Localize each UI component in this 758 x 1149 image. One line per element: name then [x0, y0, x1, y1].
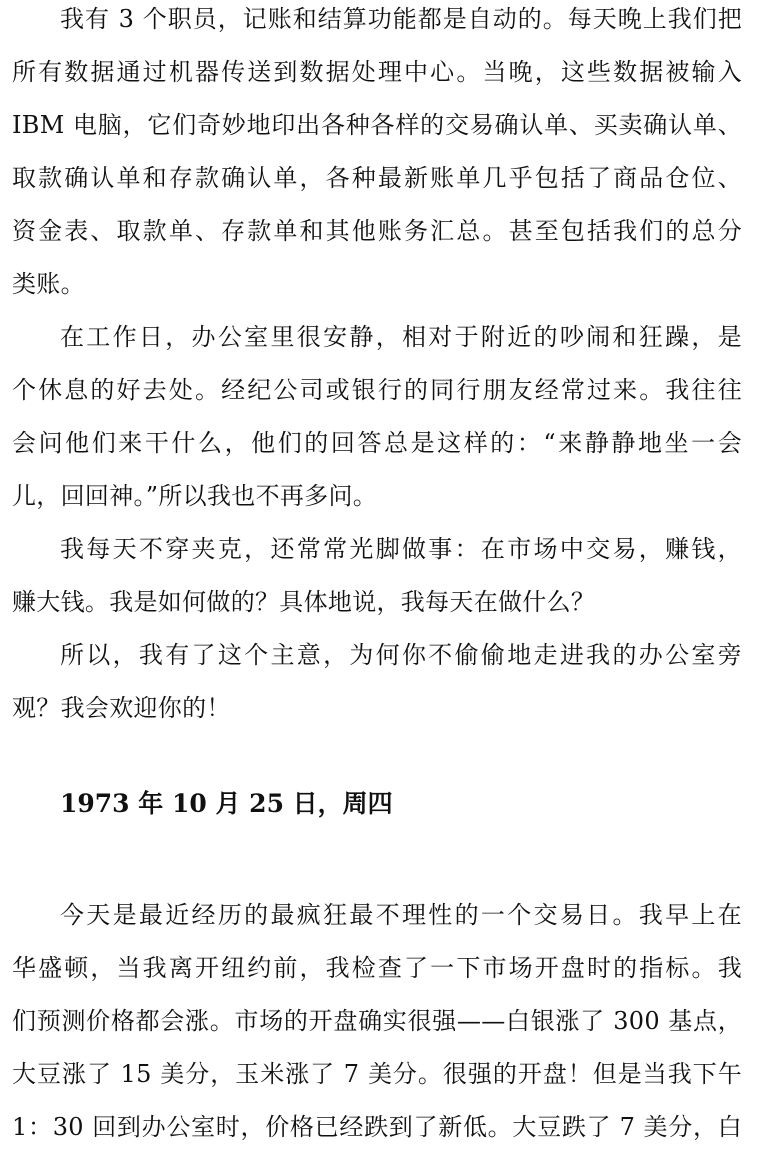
text-line: 在工作日，办公室里很安静，相对于附近的吵闹和狂躁，是 [60, 323, 742, 351]
text-line: 会问他们来干什么，他们的回答总是这样的：“来静静地坐一会 [12, 429, 742, 457]
text-line: 观？我会欢迎你的！ [12, 694, 231, 722]
text-line: 类账。 [12, 270, 85, 298]
text-line: 所以，我有了这个主意，为何你不偷偷地走进我的办公室旁 [60, 641, 742, 669]
text-line: IBM 电脑，它们奇妙地印出各种各样的交易确认单、买卖确认单、 [12, 111, 742, 139]
text-line: 儿，回回神。”所以我也不再多问。 [12, 482, 378, 510]
text-line: 取款确认单和存款确认单，各种最新账单几乎包括了商品仓位、 [12, 164, 742, 192]
text-line: 1：30 回到办公室时，价格已经跌到了新低。大豆跌了 7 美分，白 [12, 1113, 742, 1141]
text-line: 今天是最近经历的最疯狂最不理性的一个交易日。我早上在 [60, 901, 742, 929]
text-line: 我每天不穿夹克，还常常光脚做事：在市场中交易，赚钱， [60, 535, 742, 563]
text-line: 们预测价格都会涨。市场的开盘确实很强——白银涨了 300 基点， [12, 1007, 742, 1035]
text-line: 所有数据通过机器传送到数据处理中心。当晚，这些数据被输入 [12, 58, 742, 86]
text-line: 资金表、取款单、存款单和其他账务汇总。甚至包括我们的总分 [12, 217, 742, 245]
text-line: 我有 3 个职员，记账和结算功能都是自动的。每天晚上我们把 [60, 5, 742, 33]
text-line: 赚大钱。我是如何做的？具体地说，我每天在做什么？ [12, 588, 596, 616]
section-heading: 1973 年 10 月 25 日，周四 [60, 789, 393, 818]
text-line: 大豆涨了 15 美分，玉米涨了 7 美分。很强的开盘！但是当我下午 [12, 1060, 742, 1088]
text-line: 华盛顿，当我离开纽约前，我检查了一下市场开盘时的指标。我 [12, 954, 742, 982]
text-line: 个休息的好去处。经纪公司或银行的同行朋友经常过来。我往往 [12, 376, 742, 404]
